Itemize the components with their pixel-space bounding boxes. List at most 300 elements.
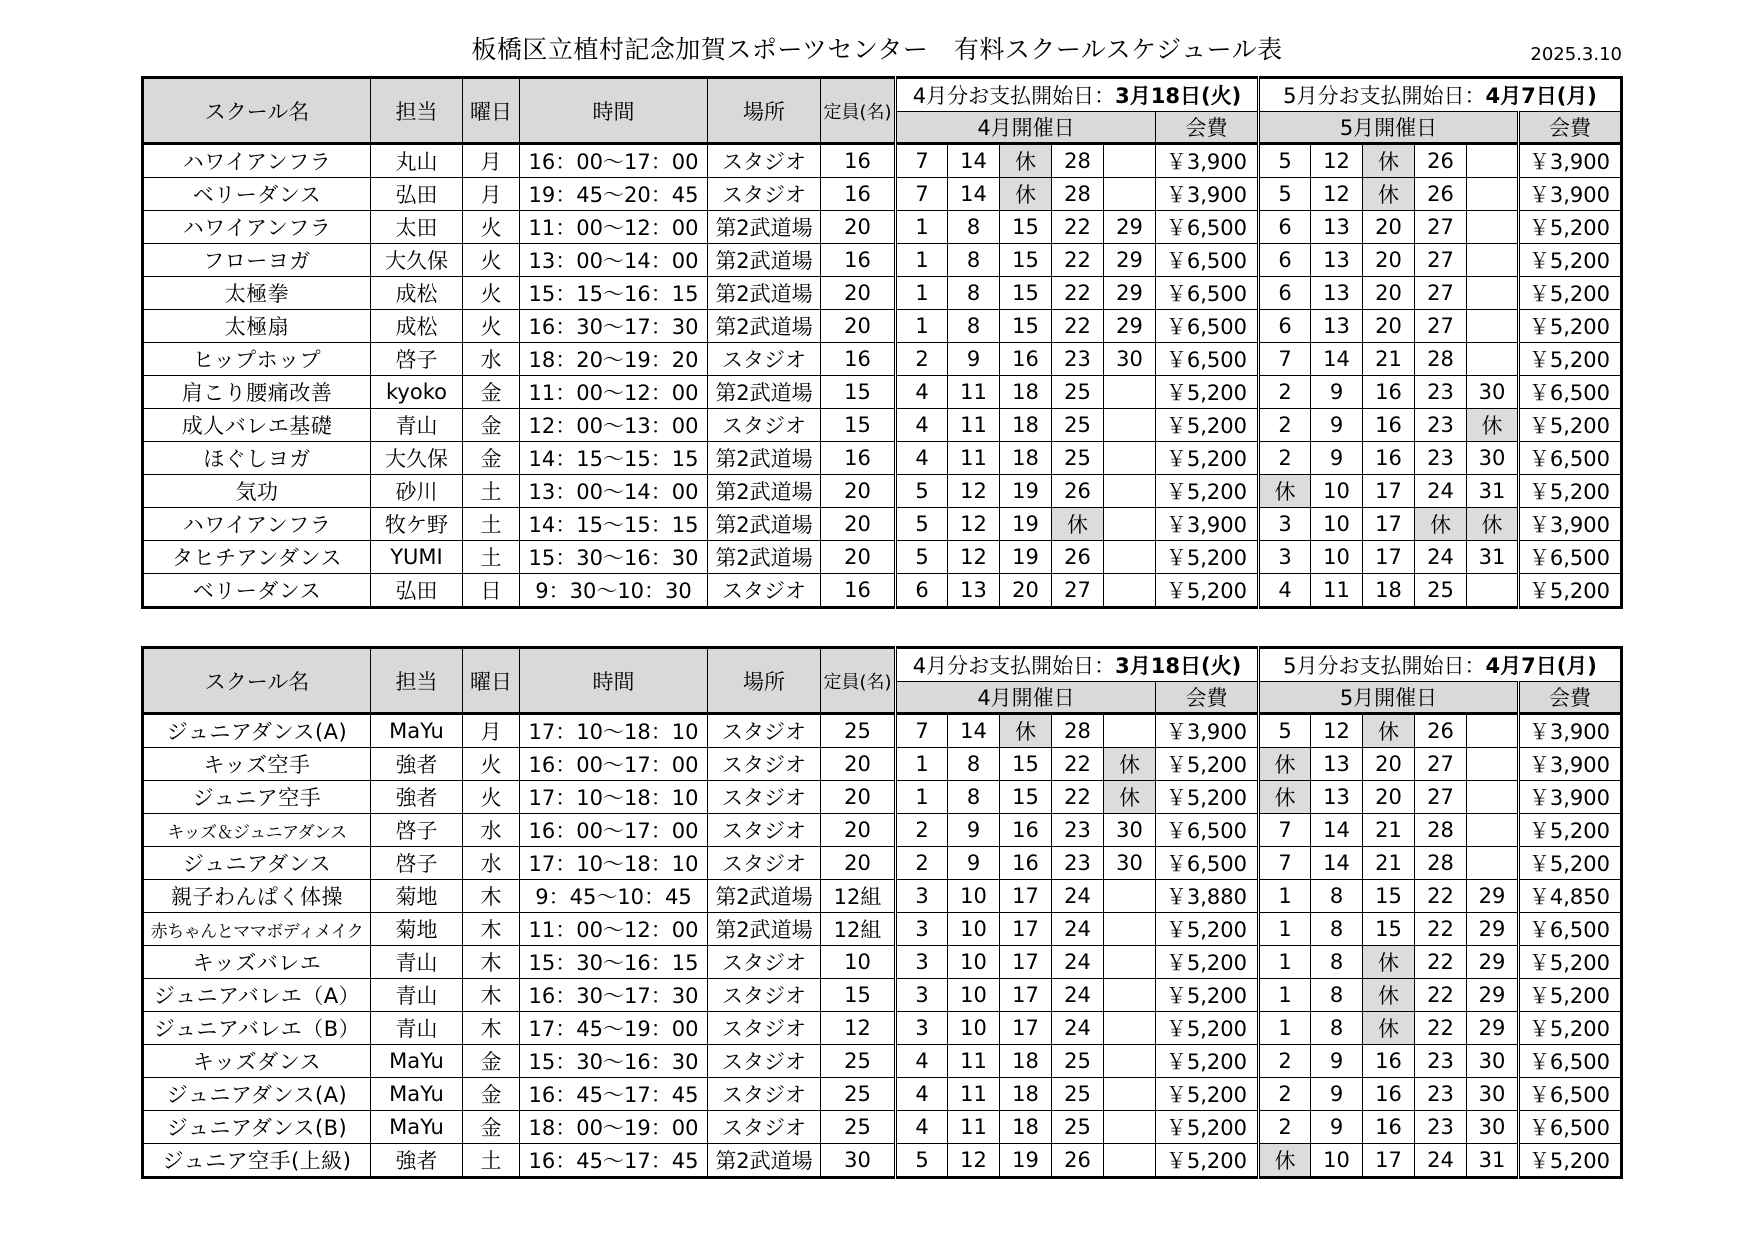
- may-date: 休: [1363, 144, 1415, 178]
- may-date: 8: [1311, 880, 1363, 913]
- weekday: 土: [463, 508, 520, 541]
- april-date: 28: [1052, 144, 1104, 178]
- april-date: 5: [896, 508, 948, 541]
- may-fee: ￥4,850: [1519, 880, 1622, 913]
- april-fee: ￥5,200: [1156, 541, 1259, 574]
- april-date: 26: [1052, 475, 1104, 508]
- teacher: 啓子: [371, 814, 463, 847]
- april-date: [1104, 1012, 1156, 1045]
- may-date: 31: [1467, 541, 1519, 574]
- april-date: 18: [1000, 442, 1052, 475]
- may-date: 休: [1363, 946, 1415, 979]
- school-name: ジュニアバレエ（A）: [143, 979, 371, 1012]
- may-date: 5: [1259, 178, 1311, 211]
- april-date: 9: [948, 847, 1000, 880]
- april-date: 18: [1000, 409, 1052, 442]
- april-date: [1104, 1078, 1156, 1111]
- teacher: 強者: [371, 781, 463, 814]
- may-date: 16: [1363, 376, 1415, 409]
- table-row: [143, 913, 1622, 946]
- school-name: ハワイアンフラ: [143, 144, 371, 178]
- time-range: 14：15～15：15: [520, 442, 708, 475]
- table-row: [143, 1045, 1622, 1078]
- weekday: 水: [463, 343, 520, 376]
- school-name: ジュニアダンス(B): [143, 1111, 371, 1144]
- april-fee: ￥3,900: [1156, 508, 1259, 541]
- april-date: [1104, 475, 1156, 508]
- may-fee: ￥3,900: [1519, 178, 1622, 211]
- april-date: 25: [1052, 409, 1104, 442]
- may-date: 10: [1311, 475, 1363, 508]
- april-fee: ￥5,200: [1156, 979, 1259, 1012]
- time-range: 16：45～17：45: [520, 1144, 708, 1178]
- school-name: ベリーダンス: [143, 178, 371, 211]
- col-school-name: スクール名: [143, 648, 371, 714]
- place: スタジオ: [708, 979, 821, 1012]
- place: 第2武道場: [708, 244, 821, 277]
- capacity: 12組: [821, 880, 896, 913]
- may-date: 16: [1363, 1078, 1415, 1111]
- may-fee: ￥5,200: [1519, 574, 1622, 608]
- may-fee: ￥3,900: [1519, 714, 1622, 748]
- may-date: 24: [1415, 1144, 1467, 1178]
- april-date: 17: [1000, 979, 1052, 1012]
- table-row: [143, 714, 1622, 748]
- april-fee: ￥6,500: [1156, 211, 1259, 244]
- may-date: 休: [1363, 1012, 1415, 1045]
- may-date: 23: [1415, 409, 1467, 442]
- may-date: 26: [1415, 714, 1467, 748]
- may-date: 7: [1259, 847, 1311, 880]
- may-date: 14: [1311, 847, 1363, 880]
- april-date: 25: [1052, 1045, 1104, 1078]
- weekday: 月: [463, 144, 520, 178]
- weekday: 土: [463, 1144, 520, 1178]
- april-payment-start: 4月分お支払開始日：3月18日(火): [896, 78, 1259, 112]
- may-date: 10: [1311, 1144, 1363, 1178]
- capacity: 16: [821, 244, 896, 277]
- time-range: 12：00～13：00: [520, 409, 708, 442]
- place: 第2武道場: [708, 310, 821, 343]
- may-fee: ￥6,500: [1519, 1111, 1622, 1144]
- may-date: 2: [1259, 1111, 1311, 1144]
- teacher: 弘田: [371, 178, 463, 211]
- capacity: 16: [821, 574, 896, 608]
- may-date: 30: [1467, 1111, 1519, 1144]
- capacity: 20: [821, 781, 896, 814]
- may-date: 14: [1311, 814, 1363, 847]
- teacher: 啓子: [371, 343, 463, 376]
- april-payment-start: 4月分お支払開始日：3月18日(火): [896, 648, 1259, 682]
- school-name: キッズダンス: [143, 1045, 371, 1078]
- may-date: [1467, 814, 1519, 847]
- may-date: 休: [1259, 781, 1311, 814]
- april-date: [1104, 1045, 1156, 1078]
- april-date: 22: [1052, 244, 1104, 277]
- capacity: 12組: [821, 913, 896, 946]
- col-capacity: 定員(名): [821, 648, 896, 714]
- may-payment-start: 5月分お支払開始日：4月7日(月): [1259, 78, 1622, 112]
- weekday: 火: [463, 277, 520, 310]
- may-date: [1467, 310, 1519, 343]
- may-date: 2: [1259, 1045, 1311, 1078]
- april-date: [1104, 714, 1156, 748]
- may-date: 29: [1467, 880, 1519, 913]
- table-row: [143, 442, 1622, 475]
- school-name: 赤ちゃんとママボディメイク: [143, 913, 371, 946]
- may-date: 21: [1363, 343, 1415, 376]
- may-date: 29: [1467, 1012, 1519, 1045]
- may-date: 27: [1415, 277, 1467, 310]
- april-date: 26: [1052, 541, 1104, 574]
- may-date: 22: [1415, 913, 1467, 946]
- april-date: 16: [1000, 814, 1052, 847]
- col-teacher: 担当: [371, 78, 463, 144]
- may-fee: ￥5,200: [1519, 1144, 1622, 1178]
- april-date: [1104, 1111, 1156, 1144]
- time-range: 18：00～19：00: [520, 1111, 708, 1144]
- april-date: 30: [1104, 847, 1156, 880]
- april-date: 15: [1000, 748, 1052, 781]
- table-row: [143, 475, 1622, 508]
- place: スタジオ: [708, 781, 821, 814]
- may-fee: ￥5,200: [1519, 277, 1622, 310]
- may-date: 30: [1467, 1045, 1519, 1078]
- place: スタジオ: [708, 847, 821, 880]
- school-name: ジュニアダンス(A): [143, 1078, 371, 1111]
- april-date: [1104, 541, 1156, 574]
- place: スタジオ: [708, 1078, 821, 1111]
- may-date: 26: [1415, 144, 1467, 178]
- may-date: 26: [1415, 178, 1467, 211]
- school-name: キッズ＆ジュニアダンス: [143, 814, 371, 847]
- april-fee: ￥6,500: [1156, 847, 1259, 880]
- may-date: 22: [1415, 946, 1467, 979]
- may-date: 25: [1415, 574, 1467, 608]
- time-range: 15：30～16：30: [520, 1045, 708, 1078]
- april-date: 8: [948, 244, 1000, 277]
- april-date: 19: [1000, 1144, 1052, 1178]
- table-row: [143, 343, 1622, 376]
- may-date: 18: [1363, 574, 1415, 608]
- weekday: 水: [463, 847, 520, 880]
- april-date: 2: [896, 814, 948, 847]
- col-time: 時間: [520, 648, 708, 714]
- place: 第2武道場: [708, 442, 821, 475]
- col-place: 場所: [708, 78, 821, 144]
- april-date: 16: [1000, 343, 1052, 376]
- school-name: ヒップホップ: [143, 343, 371, 376]
- may-date: 28: [1415, 343, 1467, 376]
- may-date: 28: [1415, 814, 1467, 847]
- april-date: 24: [1052, 1012, 1104, 1045]
- table-row: [143, 244, 1622, 277]
- capacity: 15: [821, 376, 896, 409]
- april-date: 17: [1000, 880, 1052, 913]
- april-date: 4: [896, 1111, 948, 1144]
- april-date: 休: [1104, 748, 1156, 781]
- may-fee: ￥5,200: [1519, 1012, 1622, 1045]
- april-date: 4: [896, 1045, 948, 1078]
- weekday: 木: [463, 979, 520, 1012]
- may-fee: ￥5,200: [1519, 310, 1622, 343]
- time-range: 15：30～16：15: [520, 946, 708, 979]
- may-date: 10: [1311, 508, 1363, 541]
- weekday: 月: [463, 714, 520, 748]
- april-date: 3: [896, 1012, 948, 1045]
- may-date: 13: [1311, 310, 1363, 343]
- april-fee-header: 会費: [1156, 682, 1259, 714]
- april-date: 休: [1000, 714, 1052, 748]
- may-date: 11: [1311, 574, 1363, 608]
- table-row: [143, 1111, 1622, 1144]
- teacher: 強者: [371, 1144, 463, 1178]
- april-date: 24: [1052, 880, 1104, 913]
- teacher: MaYu: [371, 1111, 463, 1144]
- weekday: 金: [463, 376, 520, 409]
- may-date: 7: [1259, 814, 1311, 847]
- april-date: 19: [1000, 475, 1052, 508]
- weekday: 金: [463, 1111, 520, 1144]
- april-fee: ￥6,500: [1156, 343, 1259, 376]
- weekday: 火: [463, 310, 520, 343]
- time-range: 16：30～17：30: [520, 979, 708, 1012]
- april-date: 24: [1052, 946, 1104, 979]
- april-date: 25: [1052, 376, 1104, 409]
- may-date: 1: [1259, 979, 1311, 1012]
- may-date: 10: [1311, 541, 1363, 574]
- april-date: 3: [896, 913, 948, 946]
- april-date: 23: [1052, 343, 1104, 376]
- may-date: 13: [1311, 748, 1363, 781]
- may-date: 20: [1363, 310, 1415, 343]
- may-date: 13: [1311, 244, 1363, 277]
- place: 第2武道場: [708, 277, 821, 310]
- school-name: ほぐしヨガ: [143, 442, 371, 475]
- april-date: [1104, 946, 1156, 979]
- april-date: 10: [948, 979, 1000, 1012]
- may-date: 1: [1259, 913, 1311, 946]
- may-date: 8: [1311, 1012, 1363, 1045]
- april-date: 25: [1052, 442, 1104, 475]
- table-row: [143, 541, 1622, 574]
- weekday: 木: [463, 1012, 520, 1045]
- may-date: 21: [1363, 814, 1415, 847]
- place: スタジオ: [708, 946, 821, 979]
- place: 第2武道場: [708, 913, 821, 946]
- april-date: 18: [1000, 1078, 1052, 1111]
- april-date: 2: [896, 847, 948, 880]
- school-name: 太極拳: [143, 277, 371, 310]
- april-date: 29: [1104, 244, 1156, 277]
- april-date: 13: [948, 574, 1000, 608]
- april-fee: ￥3,900: [1156, 714, 1259, 748]
- april-fee: ￥5,200: [1156, 748, 1259, 781]
- april-date: 7: [896, 144, 948, 178]
- may-fee: ￥3,900: [1519, 508, 1622, 541]
- weekday: 土: [463, 475, 520, 508]
- april-date: 14: [948, 144, 1000, 178]
- time-range: 16：45～17：45: [520, 1078, 708, 1111]
- april-date: [1104, 880, 1156, 913]
- april-date: 3: [896, 880, 948, 913]
- may-fee: ￥5,200: [1519, 814, 1622, 847]
- april-fee: ￥6,500: [1156, 244, 1259, 277]
- april-date: 12: [948, 541, 1000, 574]
- may-fee: ￥5,200: [1519, 946, 1622, 979]
- may-fee: ￥6,500: [1519, 376, 1622, 409]
- time-range: 9：45～10：45: [520, 880, 708, 913]
- april-date: 15: [1000, 277, 1052, 310]
- col-weekday: 曜日: [463, 648, 520, 714]
- may-date: 27: [1415, 310, 1467, 343]
- april-date: 15: [1000, 244, 1052, 277]
- may-fee: ￥5,200: [1519, 211, 1622, 244]
- april-date: [1104, 508, 1156, 541]
- weekday: 金: [463, 1078, 520, 1111]
- april-date: 12: [948, 1144, 1000, 1178]
- weekday: 火: [463, 211, 520, 244]
- may-date: 27: [1415, 748, 1467, 781]
- april-fee: ￥3,880: [1156, 880, 1259, 913]
- capacity: 25: [821, 1078, 896, 1111]
- capacity: 15: [821, 409, 896, 442]
- april-date: 8: [948, 748, 1000, 781]
- school-name: ジュニアダンス: [143, 847, 371, 880]
- place: スタジオ: [708, 1111, 821, 1144]
- capacity: 10: [821, 946, 896, 979]
- teacher: 青山: [371, 946, 463, 979]
- april-date: 29: [1104, 211, 1156, 244]
- april-date: [1104, 913, 1156, 946]
- april-date: 休: [1104, 781, 1156, 814]
- may-date: [1467, 244, 1519, 277]
- april-date: 23: [1052, 814, 1104, 847]
- april-date: 11: [948, 1045, 1000, 1078]
- school-name: 気功: [143, 475, 371, 508]
- may-fee: ￥6,500: [1519, 541, 1622, 574]
- time-range: 19：45～20：45: [520, 178, 708, 211]
- time-range: 15：15～16：15: [520, 277, 708, 310]
- april-fee: ￥5,200: [1156, 1111, 1259, 1144]
- capacity: 20: [821, 541, 896, 574]
- april-date: 22: [1052, 748, 1104, 781]
- april-date: 9: [948, 814, 1000, 847]
- may-fee-header: 会費: [1519, 682, 1622, 714]
- capacity: 20: [821, 211, 896, 244]
- april-date: 18: [1000, 1111, 1052, 1144]
- april-fee: ￥5,200: [1156, 1078, 1259, 1111]
- teacher: 啓子: [371, 847, 463, 880]
- april-date: 14: [948, 178, 1000, 211]
- april-date: 15: [1000, 781, 1052, 814]
- april-date: 27: [1052, 574, 1104, 608]
- capacity: 25: [821, 714, 896, 748]
- april-date: 5: [896, 541, 948, 574]
- april-date: 3: [896, 946, 948, 979]
- may-date: 13: [1311, 781, 1363, 814]
- may-dates-header: 5月開催日: [1259, 112, 1519, 144]
- school-name: キッズ空手: [143, 748, 371, 781]
- school-name: タヒチアンダンス: [143, 541, 371, 574]
- april-date: 20: [1000, 574, 1052, 608]
- school-name: 親子わんぱく体操: [143, 880, 371, 913]
- school-name: ハワイアンフラ: [143, 211, 371, 244]
- may-date: 21: [1363, 847, 1415, 880]
- table-row: [143, 376, 1622, 409]
- april-date: 休: [1000, 178, 1052, 211]
- capacity: 20: [821, 310, 896, 343]
- capacity: 20: [821, 508, 896, 541]
- may-date: 13: [1311, 277, 1363, 310]
- table-row: [143, 748, 1622, 781]
- may-date: 23: [1415, 1078, 1467, 1111]
- may-date: 27: [1415, 211, 1467, 244]
- april-date: 8: [948, 211, 1000, 244]
- may-date: 休: [1467, 409, 1519, 442]
- table-row: [143, 946, 1622, 979]
- may-date: 17: [1363, 541, 1415, 574]
- may-date: [1467, 781, 1519, 814]
- school-name: ジュニア空手: [143, 781, 371, 814]
- april-date: 1: [896, 781, 948, 814]
- may-date: 6: [1259, 211, 1311, 244]
- april-date: [1104, 574, 1156, 608]
- april-date: 11: [948, 1111, 1000, 1144]
- teacher: 大久保: [371, 442, 463, 475]
- teacher: 青山: [371, 979, 463, 1012]
- may-date: 20: [1363, 211, 1415, 244]
- april-date: 18: [1000, 376, 1052, 409]
- april-date: 1: [896, 211, 948, 244]
- may-date: 2: [1259, 442, 1311, 475]
- may-date: 23: [1415, 376, 1467, 409]
- may-date: 30: [1467, 442, 1519, 475]
- may-date: 2: [1259, 1078, 1311, 1111]
- april-date: [1104, 442, 1156, 475]
- april-date: 5: [896, 1144, 948, 1178]
- weekday: 日: [463, 574, 520, 608]
- april-fee: ￥5,200: [1156, 1045, 1259, 1078]
- april-date: [1104, 144, 1156, 178]
- april-date: 9: [948, 343, 1000, 376]
- weekday: 水: [463, 814, 520, 847]
- april-date: 24: [1052, 979, 1104, 1012]
- april-date: 1: [896, 277, 948, 310]
- may-date: 5: [1259, 144, 1311, 178]
- april-date: 8: [948, 310, 1000, 343]
- may-date: 休: [1363, 714, 1415, 748]
- may-date: 16: [1363, 409, 1415, 442]
- time-range: 18：20～19：20: [520, 343, 708, 376]
- may-fee: ￥3,900: [1519, 144, 1622, 178]
- april-date: 1: [896, 244, 948, 277]
- school-name: ハワイアンフラ: [143, 508, 371, 541]
- place: 第2武道場: [708, 508, 821, 541]
- table-row: [143, 814, 1622, 847]
- april-date: 6: [896, 574, 948, 608]
- capacity: 30: [821, 1144, 896, 1178]
- may-date: 8: [1311, 946, 1363, 979]
- may-date: 20: [1363, 748, 1415, 781]
- april-date: 19: [1000, 541, 1052, 574]
- may-date: 1: [1259, 946, 1311, 979]
- april-date: 11: [948, 442, 1000, 475]
- time-range: 17：10～18：10: [520, 781, 708, 814]
- may-date: 8: [1311, 913, 1363, 946]
- time-range: 15：30～16：30: [520, 541, 708, 574]
- teacher: 菊地: [371, 913, 463, 946]
